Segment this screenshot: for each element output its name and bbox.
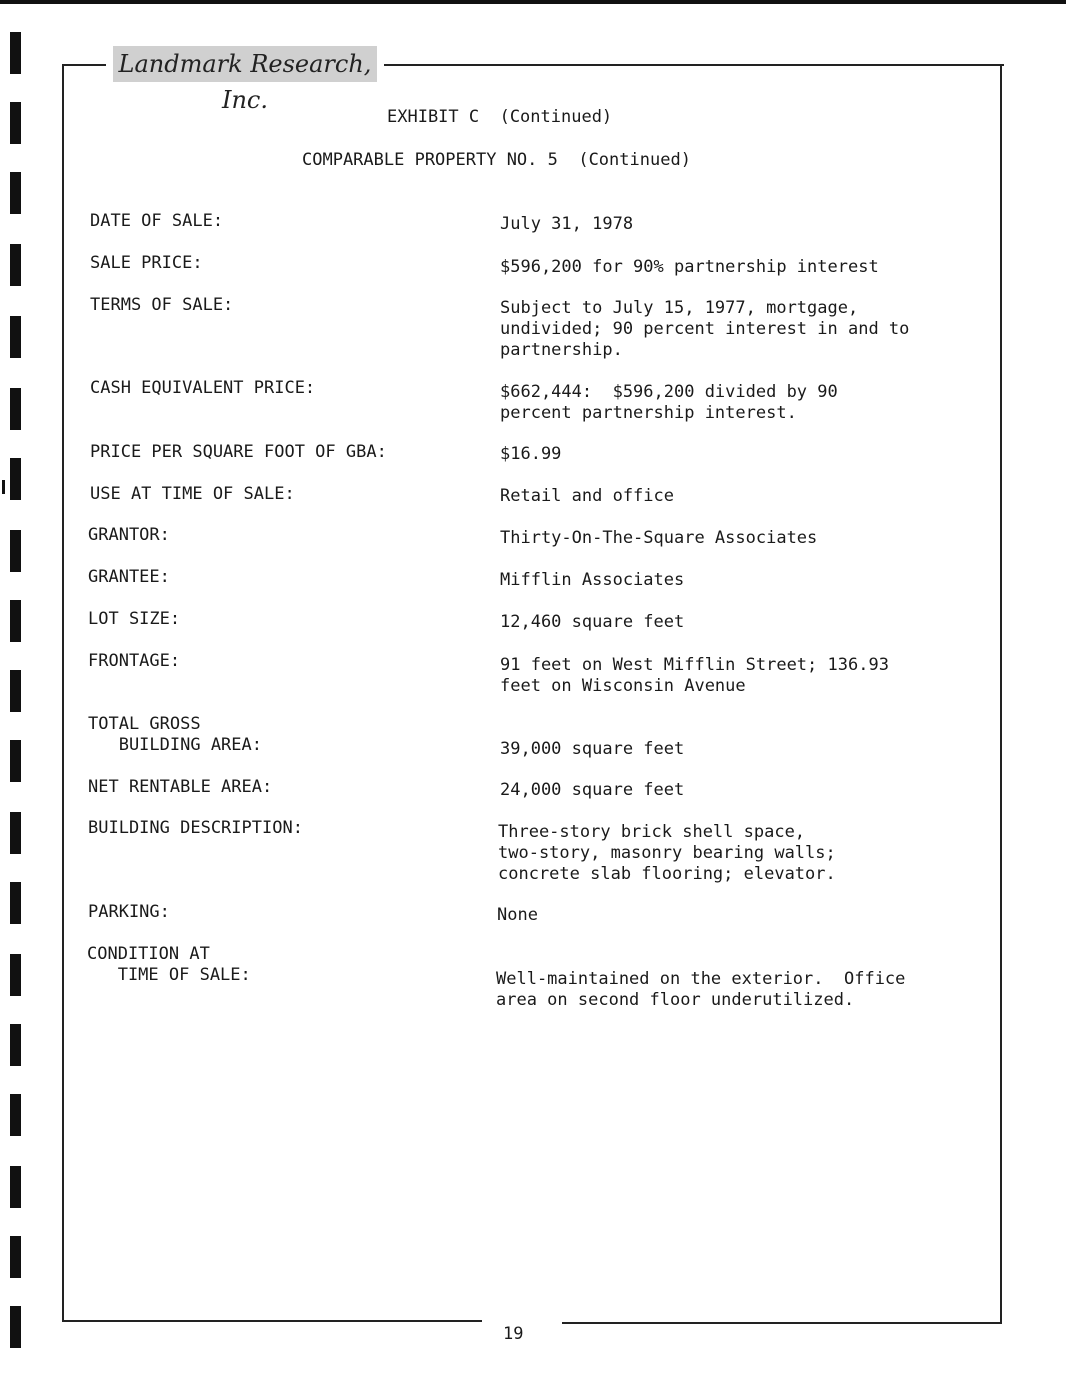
frame-line xyxy=(62,1320,482,1322)
field-label: LOT SIZE: xyxy=(88,609,181,629)
binding-mark xyxy=(10,1024,21,1066)
frame-line xyxy=(562,1322,1002,1324)
field-value: None xyxy=(497,905,538,925)
binding-mark xyxy=(10,1306,21,1348)
binding-mark xyxy=(10,388,21,430)
field-value: Three-story brick shell space, two-story, masonry bearing walls; concrete slab flooring; elevator. xyxy=(498,822,836,884)
field-label: GRANTEE: xyxy=(88,567,170,587)
binding-mark xyxy=(10,102,21,144)
field-value: Mifflin Associates xyxy=(500,570,685,590)
field-value: 12,460 square feet xyxy=(500,612,685,632)
binding-mark xyxy=(10,812,21,854)
field-value: 91 feet on West Mifflin Street; 136.93 feet on Wisconsin Avenue xyxy=(500,655,889,696)
field-label: GRANTOR: xyxy=(88,525,170,545)
page-number: 19 xyxy=(503,1324,524,1344)
frame-line xyxy=(384,64,1004,66)
binding-mark xyxy=(10,670,21,712)
frame-line xyxy=(1000,64,1002,1324)
property-heading: COMPARABLE PROPERTY NO. 5 (Continued) xyxy=(302,150,691,170)
field-value: $662,444: $596,200 divided by 90 percent partnership interest. xyxy=(500,382,838,423)
company-logo: Landmark Research, Inc. xyxy=(113,46,377,82)
field-label: PRICE PER SQUARE FOOT OF GBA: xyxy=(90,442,387,462)
binding-mark xyxy=(10,316,21,358)
field-value: $16.99 xyxy=(500,444,562,464)
binding-mark xyxy=(10,244,21,286)
exhibit-heading: EXHIBIT C (Continued) xyxy=(387,107,613,127)
field-label: USE AT TIME OF SALE: xyxy=(90,484,295,504)
field-label: NET RENTABLE AREA: xyxy=(88,777,273,797)
binding-mark xyxy=(10,458,21,500)
binding-mark xyxy=(10,740,21,782)
binding-mark xyxy=(2,480,5,494)
frame-line xyxy=(62,64,106,66)
field-value: July 31, 1978 xyxy=(500,214,634,234)
field-value: $596,200 for 90% partnership interest xyxy=(500,257,879,277)
field-label: CASH EQUIVALENT PRICE: xyxy=(90,378,316,398)
frame-line xyxy=(62,64,64,1321)
binding-mark xyxy=(10,32,21,74)
field-value: Well-maintained on the exterior. Office area on second floor underutilized. xyxy=(496,969,906,1010)
field-label: TOTAL GROSS BUILDING AREA: xyxy=(88,714,262,755)
field-label: FRONTAGE: xyxy=(88,651,181,671)
field-value: Thirty-On-The-Square Associates xyxy=(500,528,818,548)
binding-mark xyxy=(10,1094,21,1136)
field-label: BUILDING DESCRIPTION: xyxy=(88,818,303,838)
binding-mark xyxy=(10,172,21,214)
field-value: 24,000 square feet xyxy=(500,780,685,800)
field-label: PARKING: xyxy=(88,902,170,922)
binding-mark xyxy=(10,1236,21,1278)
field-label: CONDITION AT TIME OF SALE: xyxy=(87,944,251,985)
field-label: DATE OF SALE: xyxy=(90,211,224,231)
field-value: Retail and office xyxy=(500,486,674,506)
top-edge-rule xyxy=(0,0,1066,4)
binding-mark xyxy=(10,882,21,924)
binding-mark xyxy=(10,600,21,642)
field-label: TERMS OF SALE: xyxy=(90,295,234,315)
field-value: 39,000 square feet xyxy=(500,739,685,759)
binding-mark xyxy=(10,954,21,996)
binding-mark xyxy=(10,1166,21,1208)
binding-mark xyxy=(10,530,21,572)
field-value: Subject to July 15, 1977, mortgage, undivided; 90 percent interest in and to partnership. xyxy=(500,298,910,360)
field-label: SALE PRICE: xyxy=(90,253,203,273)
